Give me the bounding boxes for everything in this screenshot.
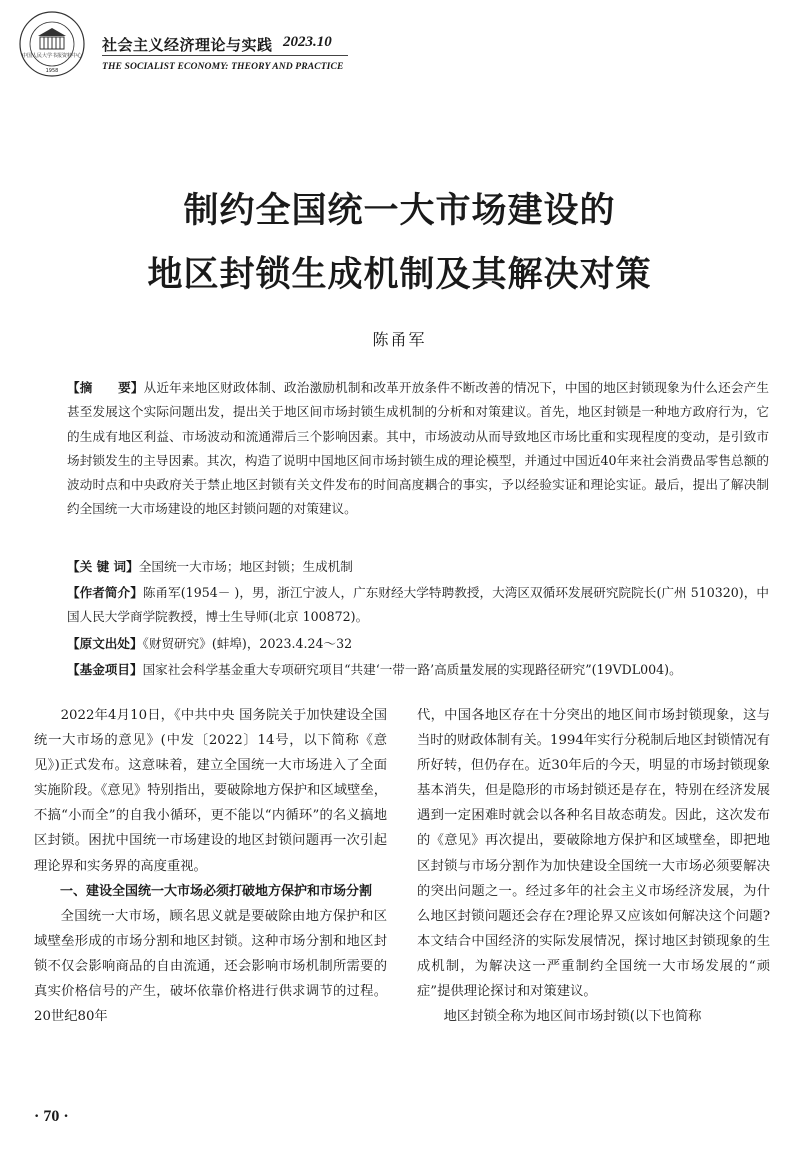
body-paragraph: 地区封锁全称为地区间市场封锁(以下也简称 — [443, 1009, 702, 1025]
section-heading: 一、建设全国统一大市场必须打破地方保护和市场分割 — [60, 883, 373, 899]
journal-english-title: THE SOCIALIST ECONOMY: THEORY AND PRACTICE — [102, 61, 344, 72]
issue-number: 2023.10 — [283, 34, 332, 50]
abstract-label: 【摘 要】 — [67, 380, 144, 395]
original-source-label: 【原文出处】 — [67, 636, 143, 651]
original-source — [67, 632, 769, 656]
page-number: · 70 · — [34, 1108, 69, 1125]
svg-text:1958: 1958 — [45, 68, 59, 74]
keywords-label: 【关 键 词】 — [67, 559, 139, 574]
journal-header — [0, 0, 799, 90]
abstract — [67, 376, 769, 522]
article-title-line1: 制约全国统一大市场建设的 — [183, 191, 616, 231]
fund-project-text: 国家社会科学基金重大专项研究项目“共建‘一带一路’高质量发展的实现路径研究”(19VDL004)。 — [142, 662, 682, 677]
abstract-text: 从近年来地区财政体制、政治激励机制和改革开放条件不断改善的情况下，中国的地区封锁现象为什么还会产生甚至发展这个实际问题出发，提出关于地区间市场封锁生成机制的分析和对策建议。首先，地区封锁是一种地方政府行为，它的生成有地区利益、市场波动和流通滞后三个影响因素。其中，市场波动从而导致地区市场比重和实现程度的变动，是引致市场封锁发生的主导因素。其次，构造了说明中国地区间市场封锁生成的理论模型，并通过中国近40年来社会消费品零售总额的波动时点和中央政府关于禁止地区封锁有关文件发布的时间高度耦合的事实，予以经验实证和理论实证。最后，提出了解决制约全国统一大市场建设的地区封锁问题的对策建议。 — [67, 380, 770, 517]
author-name: 陈甬军 — [372, 330, 427, 349]
body-left-column — [34, 703, 387, 1029]
journal-title: 社会主义经济理论与实践 — [102, 36, 273, 54]
keywords — [67, 555, 769, 579]
body-right-column — [417, 703, 770, 1029]
keywords-text: 全国统一大市场；地区封锁；生成机制 — [138, 559, 353, 574]
fund-project — [67, 658, 769, 682]
journal-seal-logo — [18, 10, 86, 78]
body-paragraph: 2022年4月10日，《中共中央 国务院关于加快建设全国统一大市场的意见》(中发〔2022〕14号，以下简称《意见》)正式发布。这意味着，建立全国统一大市场进入了全面实施阶段。《意见》特别指出，要破除地方保护和区域壁垒，不搞“小而全”的自我小循环，更不能以“内循环”的名义搞地区封锁。困扰中国统一市场建设的地区封锁问题再一次引起理论界和实务界的高度重视。 — [34, 708, 387, 874]
fund-project-label: 【基金项目】 — [67, 662, 143, 677]
author-bio-label: 【作者简介】 — [67, 585, 143, 600]
author-bio-text: 陈甬军(1954－ )，男，浙江宁波人，广东财经大学特聘教授，大湾区双循环发展研究院院长(广州 510320)，中国人民大学商学院教授，博士生导师(北京 100872)。 — [67, 585, 769, 625]
body-paragraph: 代，中国各地区存在十分突出的地区间市场封锁现象，这与当时的财政体制有关。1994年实行分税制后地区封锁情况有所好转，但仍存在。近30年后的今天，明显的市场封锁现象基本消失，但是隐形的市场封锁还是存在，特别在经济发展遇到一定困难时就会以各种名目故态萌发。因此，这次发布的《意见》再次提出，要破除地方保护和区域壁垒，即把地区封锁与市场分割作为加快建设全国统一大市场必须要解决的突出问题之一。经过多年的社会主义市场经济发展，为什么地区封锁问题还会存在?理论界又应该如何解决这个问题?本文结合中国经济的实际发展情况，探讨地区封锁现象的生成机制，为解决这一严重制约全国统一大市场发展的“顽症”提供理论探讨和对策建议。 — [417, 708, 770, 1000]
author-bio — [67, 581, 769, 630]
header-rule — [102, 55, 348, 56]
article-title-line2: 地区封锁生成机制及其解决对策 — [147, 255, 652, 295]
svg-text:中国人民大学书报资料中心: 中国人民大学书报资料中心 — [21, 53, 83, 59]
original-source-text: 《财贸研究》(蚌埠)，2023.4.24～32 — [142, 636, 353, 651]
body-paragraph: 全国统一大市场，顾名思义就是要破除由地方保护和区域壁垒形成的市场分割和地区封锁。这种市场分割和地区封锁不仅会影响商品的自由流通，还会影响市场机制所需要的真实价格信号的产生，破坏依靠价格进行供求调节的过程。20世纪80年 — [34, 908, 387, 1025]
